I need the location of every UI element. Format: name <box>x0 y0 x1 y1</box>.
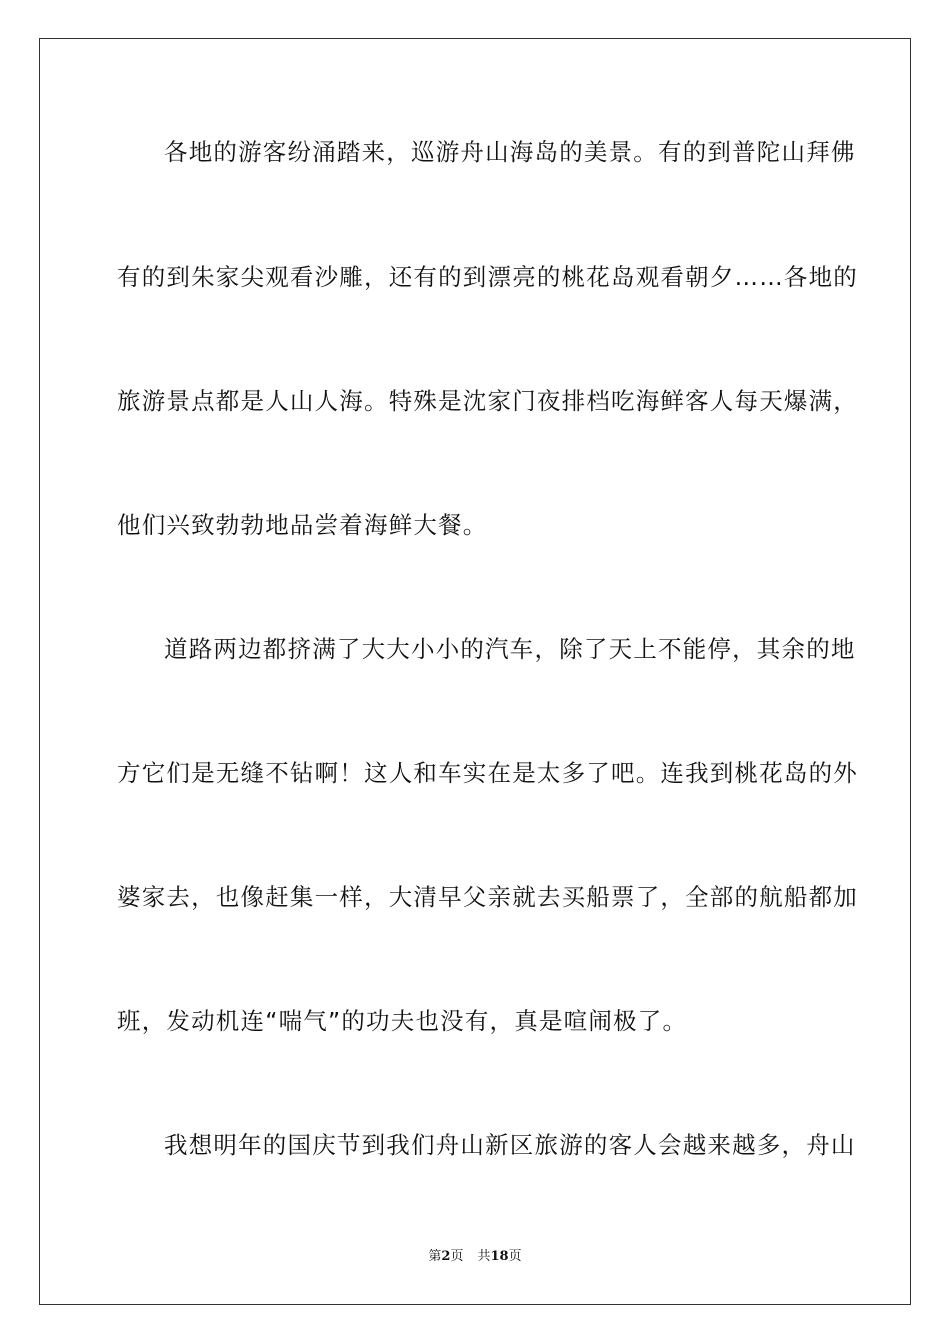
paragraph-2-line-3: 婆家去，也像赶集一样，大清早父亲就去买船票了，全部的航船都加 <box>117 883 858 911</box>
paragraph-1-line-1: 各地的游客纷涌踏来，巡游舟山海岛的美景。有的到普陀山拜佛 <box>164 138 856 166</box>
page-prefix: 第 <box>428 1249 442 1264</box>
paragraph-2-line-2: 方它们是无缝不钻啊！这人和车实在是太多了吧。连我到桃花岛的外 <box>117 759 858 787</box>
paragraph-2-line-4: 班，发动机连“喘气”的功夫也没有，真是喧闹极了。 <box>117 1007 688 1035</box>
total-pages: 18 <box>490 1249 509 1264</box>
paragraph-1-line-2: 有的到朱家尖观看沙雕，还有的到漂亮的桃花岛观看朝夕……各地的 <box>117 263 858 291</box>
paragraph-3-line-1: 我想明年的国庆节到我们舟山新区旅游的客人会越来越多，舟山 <box>164 1131 856 1159</box>
page-suffix: 页 <box>450 1249 464 1264</box>
page-number: 2 <box>441 1249 451 1264</box>
paragraph-1-line-4: 他们兴致勃勃地品尝着海鲜大餐。 <box>117 511 488 539</box>
page-border <box>39 38 911 1305</box>
total-prefix: 共 <box>477 1249 491 1264</box>
paragraph-2-line-1: 道路两边都挤满了大大小小的汽车，除了天上不能停，其余的地 <box>164 635 856 663</box>
total-suffix: 页 <box>508 1249 522 1264</box>
page-footer <box>0 1248 950 1266</box>
paragraph-1-line-3: 旅游景点都是人山人海。特殊是沈家门夜排档吃海鲜客人每天爆满， <box>117 387 858 415</box>
